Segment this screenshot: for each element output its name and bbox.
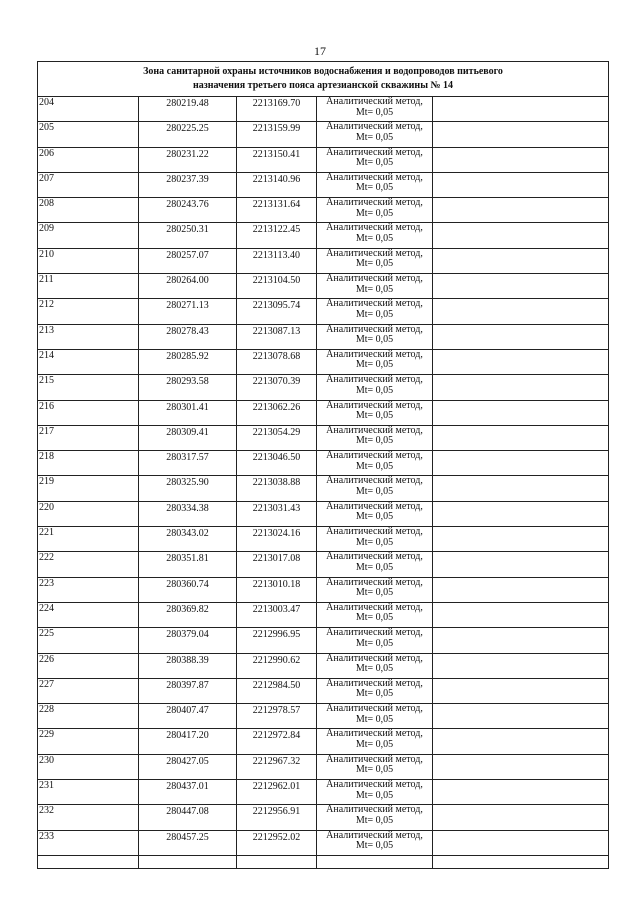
point-number-cell: 220 (38, 501, 139, 526)
y-coordinate-cell: 2212978.57 (237, 704, 317, 729)
y-coordinate-cell: 2213038.88 (237, 476, 317, 501)
table-row (38, 729, 609, 754)
accuracy-text: Mt= 0,05 (355, 157, 394, 169)
x-coordinate-cell: 280250.31 (139, 223, 237, 248)
point-number-cell: 204 (38, 97, 139, 122)
point-number-cell: 225 (38, 628, 139, 653)
method-cell (317, 830, 433, 855)
point-number-cell: 218 (38, 451, 139, 476)
accuracy-text: Mt= 0,05 (355, 663, 394, 675)
x-coordinate-cell: 280317.57 (139, 451, 237, 476)
x-coordinate-cell: 280343.02 (139, 527, 237, 552)
method-text: Аналитический метод, (326, 652, 423, 664)
method-text: Аналитический метод, (326, 247, 423, 259)
table-row (38, 602, 609, 627)
method-text: Аналитический метод, (326, 298, 423, 310)
y-coordinate-cell: 2213150.41 (237, 147, 317, 172)
table-row (38, 476, 609, 501)
empty-cell (433, 527, 609, 552)
method-cell (317, 577, 433, 602)
point-number-cell: 217 (38, 425, 139, 450)
empty-cell (433, 122, 609, 147)
accuracy-text: Mt= 0,05 (355, 511, 394, 523)
coordinates-table (37, 61, 609, 869)
table-row (38, 830, 609, 855)
accuracy-text: Mt= 0,05 (355, 637, 394, 649)
method-text: Аналитический метод, (326, 424, 423, 436)
table-row (38, 501, 609, 526)
method-text: Аналитический метод, (326, 323, 423, 335)
point-number-cell: 227 (38, 678, 139, 703)
method-cell (317, 476, 433, 501)
y-coordinate-cell: 2213003.47 (237, 602, 317, 627)
table-row (38, 97, 609, 122)
empty-cell (433, 375, 609, 400)
footer-cell (317, 855, 433, 868)
accuracy-text: Mt= 0,05 (355, 764, 394, 776)
method-text: Аналитический метод, (326, 222, 423, 234)
method-cell (317, 729, 433, 754)
method-text: Аналитический метод, (326, 677, 423, 689)
x-coordinate-cell: 280379.04 (139, 628, 237, 653)
point-number-cell: 215 (38, 375, 139, 400)
method-text: Аналитический метод, (326, 121, 423, 133)
method-cell (317, 501, 433, 526)
method-cell (317, 349, 433, 374)
table-row (38, 552, 609, 577)
method-text: Аналитический метод, (326, 273, 423, 285)
method-text: Аналитический метод, (326, 96, 423, 107)
method-cell (317, 527, 433, 552)
accuracy-text: Mt= 0,05 (355, 713, 394, 725)
empty-cell (433, 425, 609, 450)
method-text: Аналитический метод, (326, 703, 423, 715)
empty-cell (433, 324, 609, 349)
table-row (38, 704, 609, 729)
y-coordinate-cell: 2213017.08 (237, 552, 317, 577)
method-cell (317, 299, 433, 324)
y-coordinate-cell: 2213104.50 (237, 274, 317, 299)
empty-cell (433, 754, 609, 779)
y-coordinate-cell: 2212952.02 (237, 830, 317, 855)
table-row (38, 248, 609, 273)
table-row (38, 527, 609, 552)
coordinates-table-body (38, 62, 609, 869)
empty-cell (433, 349, 609, 374)
method-cell (317, 653, 433, 678)
y-coordinate-cell: 2213078.68 (237, 349, 317, 374)
point-number-cell: 206 (38, 147, 139, 172)
empty-cell (433, 729, 609, 754)
method-text: Аналитический метод, (326, 728, 423, 740)
point-number-cell: 208 (38, 198, 139, 223)
x-coordinate-cell: 280369.82 (139, 602, 237, 627)
method-cell (317, 552, 433, 577)
method-text: Аналитический метод, (326, 753, 423, 765)
table-footer-row (38, 855, 609, 868)
x-coordinate-cell: 280271.13 (139, 299, 237, 324)
accuracy-text: Mt= 0,05 (355, 485, 394, 497)
method-text: Аналитический метод, (326, 500, 423, 512)
point-number-cell: 231 (38, 780, 139, 805)
accuracy-text: Mt= 0,05 (355, 359, 394, 371)
accuracy-text: Mt= 0,05 (355, 131, 394, 143)
method-cell (317, 198, 433, 223)
x-coordinate-cell: 280351.81 (139, 552, 237, 577)
point-number-cell: 232 (38, 805, 139, 830)
footer-cell (433, 855, 609, 868)
y-coordinate-cell: 2212956.91 (237, 805, 317, 830)
point-number-cell: 211 (38, 274, 139, 299)
point-number-cell: 209 (38, 223, 139, 248)
table-row (38, 349, 609, 374)
title-row (38, 62, 609, 97)
y-coordinate-cell: 2212990.62 (237, 653, 317, 678)
table-row (38, 678, 609, 703)
table-row (38, 147, 609, 172)
x-coordinate-cell: 280457.25 (139, 830, 237, 855)
x-coordinate-cell: 280407.47 (139, 704, 237, 729)
x-coordinate-cell: 280257.07 (139, 248, 237, 273)
accuracy-text: Mt= 0,05 (355, 106, 394, 118)
point-number-cell: 222 (38, 552, 139, 577)
empty-cell (433, 97, 609, 122)
table-row (38, 274, 609, 299)
y-coordinate-cell: 2213010.18 (237, 577, 317, 602)
empty-cell (433, 577, 609, 602)
x-coordinate-cell: 280293.58 (139, 375, 237, 400)
accuracy-text: Mt= 0,05 (355, 840, 394, 852)
accuracy-text: Mt= 0,05 (355, 410, 394, 422)
table-row (38, 577, 609, 602)
x-coordinate-cell: 280325.90 (139, 476, 237, 501)
method-text: Аналитический метод, (326, 779, 423, 791)
table-row (38, 122, 609, 147)
empty-cell (433, 147, 609, 172)
y-coordinate-cell: 2212972.84 (237, 729, 317, 754)
point-number-cell: 228 (38, 704, 139, 729)
x-coordinate-cell: 280397.87 (139, 678, 237, 703)
empty-cell (433, 552, 609, 577)
point-number-cell: 205 (38, 122, 139, 147)
table-title-line2: назначения третьего пояса артезианской скважины № 14 (193, 80, 454, 91)
y-coordinate-cell: 2213070.39 (237, 375, 317, 400)
x-coordinate-cell: 280225.25 (139, 122, 237, 147)
x-coordinate-cell: 280334.38 (139, 501, 237, 526)
accuracy-text: Mt= 0,05 (355, 182, 394, 194)
empty-cell (433, 628, 609, 653)
empty-cell (433, 198, 609, 223)
x-coordinate-cell: 280301.41 (139, 400, 237, 425)
footer-cell (38, 855, 139, 868)
table-row (38, 172, 609, 197)
y-coordinate-cell: 2212996.95 (237, 628, 317, 653)
accuracy-text: Mt= 0,05 (355, 283, 394, 295)
table-row (38, 375, 609, 400)
empty-cell (433, 476, 609, 501)
method-cell (317, 375, 433, 400)
point-number-cell: 233 (38, 830, 139, 855)
x-coordinate-cell: 280437.01 (139, 780, 237, 805)
method-text: Аналитический метод, (326, 450, 423, 462)
empty-cell (433, 704, 609, 729)
y-coordinate-cell: 2213159.99 (237, 122, 317, 147)
point-number-cell: 212 (38, 299, 139, 324)
method-cell (317, 425, 433, 450)
method-text: Аналитический метод, (326, 526, 423, 538)
accuracy-text: Mt= 0,05 (355, 460, 394, 472)
point-number-cell: 207 (38, 172, 139, 197)
method-cell (317, 805, 433, 830)
table-row (38, 780, 609, 805)
method-cell (317, 754, 433, 779)
empty-cell (433, 451, 609, 476)
y-coordinate-cell: 2213113.40 (237, 248, 317, 273)
accuracy-text: Mt= 0,05 (355, 688, 394, 700)
method-cell (317, 223, 433, 248)
x-coordinate-cell: 280243.76 (139, 198, 237, 223)
method-cell (317, 324, 433, 349)
y-coordinate-cell: 2212984.50 (237, 678, 317, 703)
method-cell (317, 400, 433, 425)
table-title-line1: Зона санитарной охраны источников водоснабжения и водопроводов питьевого (143, 66, 503, 77)
x-coordinate-cell: 280264.00 (139, 274, 237, 299)
accuracy-text: Mt= 0,05 (355, 789, 394, 801)
method-text: Аналитический метод, (326, 829, 423, 841)
method-cell (317, 172, 433, 197)
method-text: Аналитический метод, (326, 171, 423, 183)
footer-cell (237, 855, 317, 868)
accuracy-text: Mt= 0,05 (355, 587, 394, 599)
method-text: Аналитический метод, (326, 804, 423, 816)
method-text: Аналитический метод, (326, 627, 423, 639)
page-number: 17 (314, 44, 326, 58)
footer-cell (139, 855, 237, 868)
table-row (38, 628, 609, 653)
y-coordinate-cell: 2213024.16 (237, 527, 317, 552)
table-title (38, 62, 609, 97)
empty-cell (433, 299, 609, 324)
method-cell (317, 274, 433, 299)
x-coordinate-cell: 280447.08 (139, 805, 237, 830)
y-coordinate-cell: 2213062.26 (237, 400, 317, 425)
point-number-cell: 214 (38, 349, 139, 374)
y-coordinate-cell: 2213031.43 (237, 501, 317, 526)
x-coordinate-cell: 280427.05 (139, 754, 237, 779)
empty-cell (433, 780, 609, 805)
y-coordinate-cell: 2212962.01 (237, 780, 317, 805)
accuracy-text: Mt= 0,05 (355, 258, 394, 270)
method-cell (317, 451, 433, 476)
accuracy-text: Mt= 0,05 (355, 612, 394, 624)
method-text: Аналитический метод, (326, 197, 423, 209)
table-row (38, 223, 609, 248)
method-text: Аналитический метод, (326, 399, 423, 411)
accuracy-text: Mt= 0,05 (355, 435, 394, 447)
point-number-cell: 213 (38, 324, 139, 349)
method-cell (317, 780, 433, 805)
y-coordinate-cell: 2212967.32 (237, 754, 317, 779)
x-coordinate-cell: 280388.39 (139, 653, 237, 678)
empty-cell (433, 602, 609, 627)
method-text: Аналитический метод, (326, 601, 423, 613)
method-text: Аналитический метод, (326, 374, 423, 386)
accuracy-text: Mt= 0,05 (355, 814, 394, 826)
method-cell (317, 602, 433, 627)
y-coordinate-cell: 2213054.29 (237, 425, 317, 450)
x-coordinate-cell: 280278.43 (139, 324, 237, 349)
point-number-cell: 210 (38, 248, 139, 273)
point-number-cell: 221 (38, 527, 139, 552)
table-row (38, 324, 609, 349)
method-cell (317, 147, 433, 172)
point-number-cell: 230 (38, 754, 139, 779)
y-coordinate-cell: 2213131.64 (237, 198, 317, 223)
x-coordinate-cell: 280360.74 (139, 577, 237, 602)
accuracy-text: Mt= 0,05 (355, 561, 394, 573)
y-coordinate-cell: 2213169.70 (237, 97, 317, 122)
accuracy-text: Mt= 0,05 (355, 738, 394, 750)
x-coordinate-cell: 280237.39 (139, 172, 237, 197)
method-text: Аналитический метод, (326, 146, 423, 158)
empty-cell (433, 172, 609, 197)
method-text: Аналитический метод, (326, 348, 423, 360)
x-coordinate-cell: 280219.48 (139, 97, 237, 122)
point-number-cell: 223 (38, 577, 139, 602)
method-text: Аналитический метод, (326, 475, 423, 487)
table-row (38, 805, 609, 830)
method-text: Аналитический метод, (326, 551, 423, 563)
method-cell (317, 628, 433, 653)
accuracy-text: Mt= 0,05 (355, 334, 394, 346)
point-number-cell: 219 (38, 476, 139, 501)
empty-cell (433, 805, 609, 830)
point-number-cell: 226 (38, 653, 139, 678)
method-text: Аналитический метод, (326, 576, 423, 588)
table-row (38, 451, 609, 476)
y-coordinate-cell: 2213122.45 (237, 223, 317, 248)
method-cell (317, 122, 433, 147)
empty-cell (433, 274, 609, 299)
empty-cell (433, 400, 609, 425)
empty-cell (433, 223, 609, 248)
accuracy-text: Mt= 0,05 (355, 308, 394, 320)
empty-cell (433, 248, 609, 273)
method-cell (317, 678, 433, 703)
point-number-cell: 229 (38, 729, 139, 754)
accuracy-text: Mt= 0,05 (355, 536, 394, 548)
empty-cell (433, 653, 609, 678)
table-row (38, 653, 609, 678)
x-coordinate-cell: 280231.22 (139, 147, 237, 172)
x-coordinate-cell: 280417.20 (139, 729, 237, 754)
table-row (38, 754, 609, 779)
table-row (38, 299, 609, 324)
table-row (38, 425, 609, 450)
empty-cell (433, 678, 609, 703)
method-cell (317, 248, 433, 273)
x-coordinate-cell: 280285.92 (139, 349, 237, 374)
point-number-cell: 216 (38, 400, 139, 425)
accuracy-text: Mt= 0,05 (355, 232, 394, 244)
y-coordinate-cell: 2213140.96 (237, 172, 317, 197)
table-row (38, 198, 609, 223)
y-coordinate-cell: 2213095.74 (237, 299, 317, 324)
accuracy-text: Mt= 0,05 (355, 384, 394, 396)
empty-cell (433, 830, 609, 855)
method-cell (317, 97, 433, 122)
x-coordinate-cell: 280309.41 (139, 425, 237, 450)
table-row (38, 400, 609, 425)
method-cell (317, 704, 433, 729)
point-number-cell: 224 (38, 602, 139, 627)
y-coordinate-cell: 2213087.13 (237, 324, 317, 349)
y-coordinate-cell: 2213046.50 (237, 451, 317, 476)
accuracy-text: Mt= 0,05 (355, 207, 394, 219)
empty-cell (433, 501, 609, 526)
